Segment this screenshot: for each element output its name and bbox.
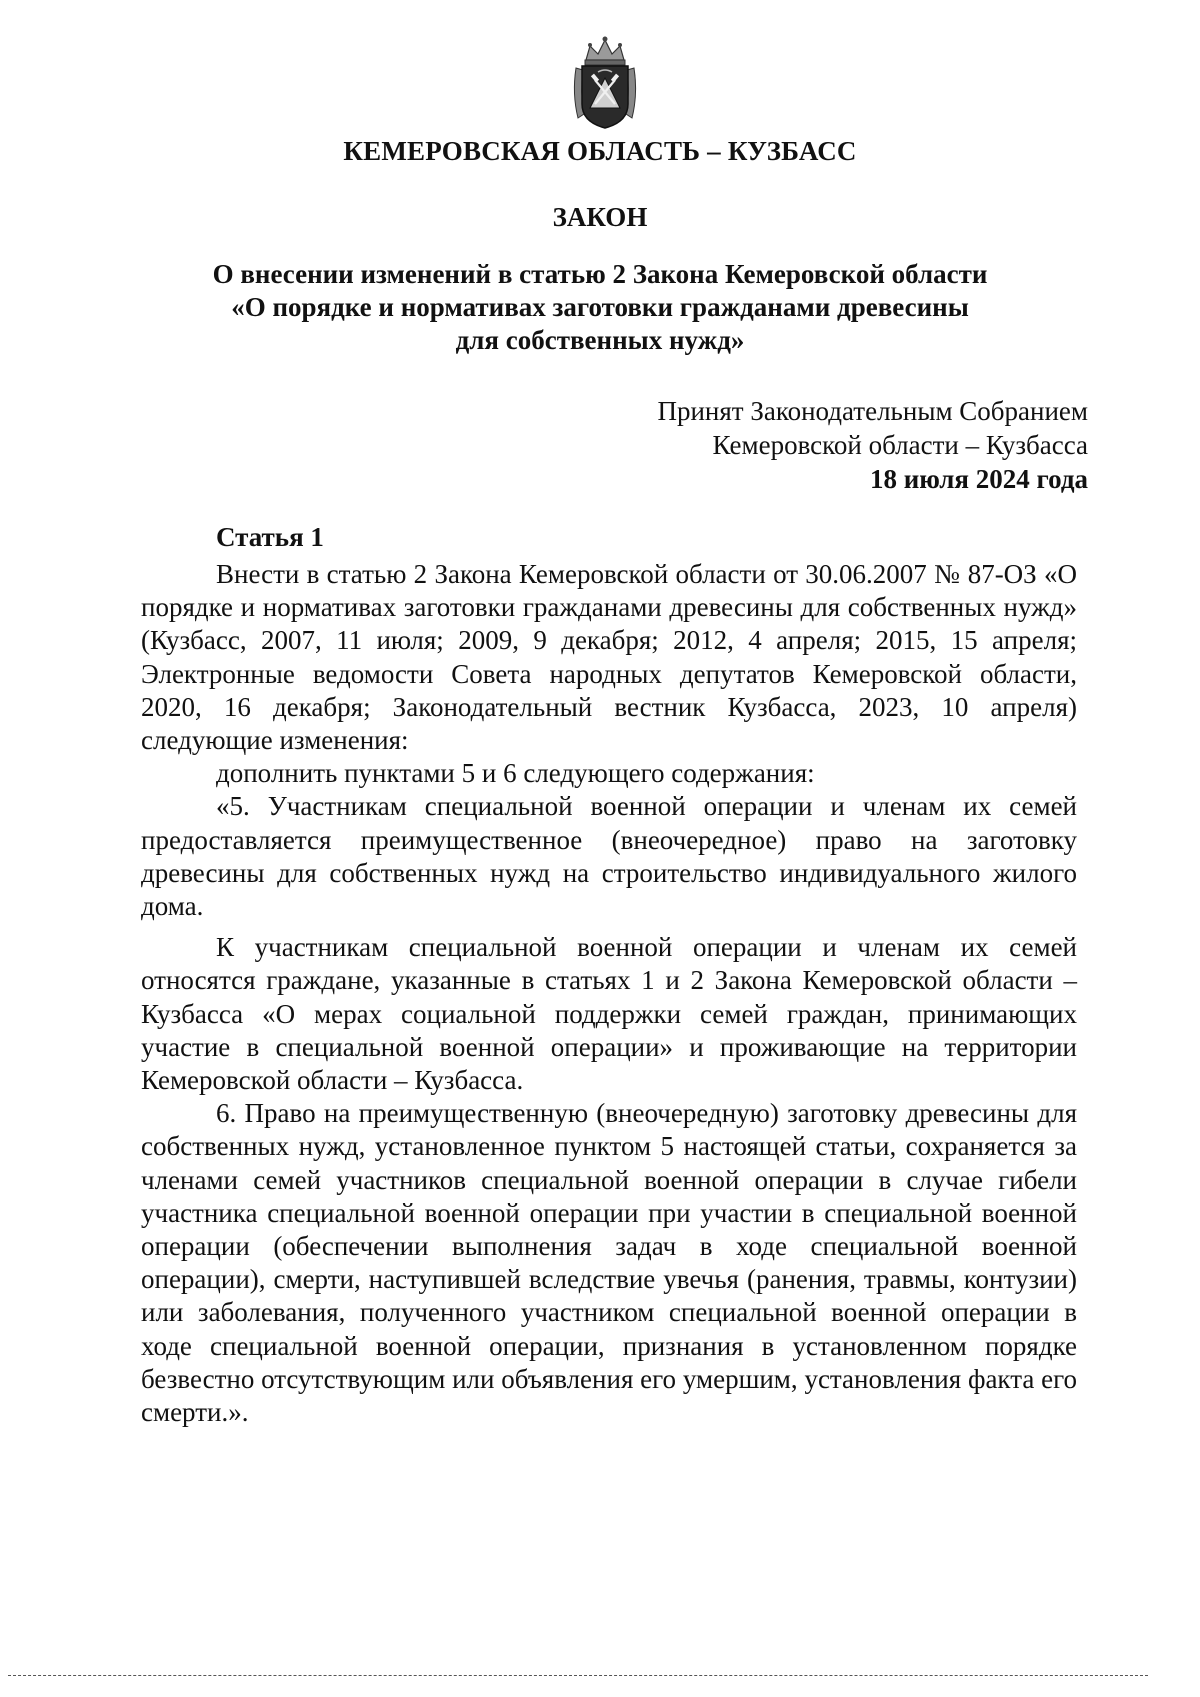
adoption-line: Принят Законодательным Собранием xyxy=(657,396,1088,426)
article-paragraph: К участникам специальной военной операции и членам их семей относятся граждане, указанные в статьях 1 и 2 Закона Кемеровской области – Кузбасса «О мерах социальной поддержки семей граждан, принимающих участие в специальной военной операции» и проживающие на территории Кемеровской области – Кузбасса. xyxy=(141,932,1077,1096)
article-body xyxy=(141,558,1077,1429)
adoption-block xyxy=(657,394,1088,496)
article-paragraph: «5. Участникам специальной военной операции и членам их семей предоставляется преимущественное (внеочередное) право на заготовку древесины для собственных нужд на строительство индивидуального жилого дома. xyxy=(141,791,1077,922)
footer-divider xyxy=(8,1675,1148,1676)
article-paragraph: дополнить пунктами 5 и 6 следующего содержания: xyxy=(216,758,815,789)
document-type: ЗАКОН xyxy=(552,202,648,232)
coat-of-arms-icon xyxy=(568,34,642,132)
law-title-line: для собственных нужд» xyxy=(455,325,745,355)
law-title xyxy=(150,258,1050,357)
adoption-line: Кемеровской области – Кузбасса xyxy=(712,430,1088,460)
law-title-line: О внесении изменений в статью 2 Закона Кемеровской области xyxy=(212,259,988,289)
article-paragraph: 6. Право на преимущественную (внеочередную) заготовку древесины для собственных нужд, установленное пунктом 5 настоящей статьи, сохраняется за членами семей участников специальной военной операции в случае гибели участника специальной военной операции при участии в специальной военной операции (обеспечении выполнения задач в ходе специальной военной операции), смерти, наступившей вследствие увечья (ранения, травмы, контузии) или заболевания, полученного участником специальной военной операции в ходе специальной военной операции, признания в установленном порядке безвестно отсутствующим или объявления его умершим, установления факта его смерти.». xyxy=(141,1098,1077,1428)
article-paragraph: Внести в статью 2 Закона Кемеровской области от 30.06.2007 № 87-ОЗ «О порядке и нормативах заготовки гражданами древесины для собственных нужд» (Кузбасс, 2007, 11 июля; 2009, 9 декабря; 2012, 4 апреля; 2015, 15 апреля; Электронные ведомости Совета народных депутатов Кемеровской области, 2020, 16 декабря; Законодательный вестник Кузбасса, 2023, 10 апреля) следующие изменения: xyxy=(141,559,1077,756)
law-title-line: «О порядке и нормативах заготовки гражданами древесины xyxy=(231,292,969,322)
article-heading: Статья 1 xyxy=(216,522,324,552)
region-title: КЕМЕРОВСКАЯ ОБЛАСТЬ – КУЗБАСС xyxy=(343,136,857,166)
adoption-date: 18 июля 2024 года xyxy=(870,464,1088,494)
